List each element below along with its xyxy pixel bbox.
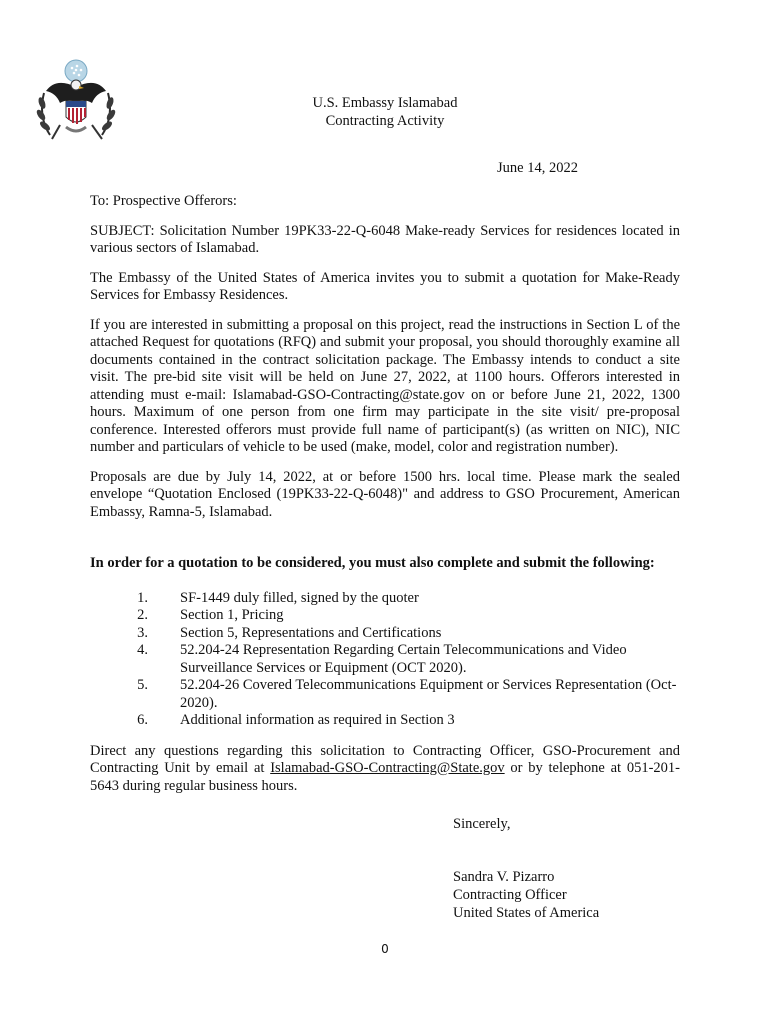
list-number: 5.	[137, 677, 148, 693]
list-number: 6.	[137, 712, 148, 728]
contact-email-link[interactable]: Islamabad-GSO-Contracting@State.gov	[270, 760, 505, 776]
letterhead-office: U.S. Embassy Islamabad	[312, 95, 458, 111]
list-item	[90, 625, 680, 643]
letterhead	[0, 94, 770, 130]
list-number: 3.	[137, 624, 148, 641]
signature-block	[453, 868, 599, 922]
list-text: Additional information as required in Section 3	[180, 712, 455, 728]
signer-title: Contracting Officer	[453, 887, 567, 903]
site-visit-paragraph: If you are interested in submitting a proposal on this project, read the instructions in Section L of the attached Request for quotations (RFQ) and submit your proposal, you should thoroughly examine all documents contained in the contract solicitation package. The Embassy intends to conduct a site visit. The pre-bid site visit will be held on June 27, 2022, at 1100 hours. Offerors interested in attending must e-mail: Islamabad-GSO-Contracting@state.gov on or before June 21, 2022, 1300 hours. Maximum of one person from one firm may participate in the site visit/ pre-proposal conference. Interested offerors must provide full name of participant(s) (as written on NIC), NIC number and particulars of vehicle to be used (make, model, color and registration number).	[90, 316, 680, 455]
contact-paragraph	[90, 743, 680, 796]
contact-text-before: Direct any questions regarding this solicitation to Contracting Officer, GSO-Procurement and Contracting Unit by email at	[90, 742, 680, 776]
list-number: 2.	[137, 607, 148, 623]
due-date-paragraph: Proposals are due by July 14, 2022, at or before 1500 hrs. local time. Please mark the sealed envelope “Quotation Enclosed (19PK33-22-Q-6048)" and address to GSO Procurement, American Embassy, Ramna-5, Islamabad.	[90, 468, 680, 520]
list-item	[90, 642, 680, 677]
page-number: 0	[381, 942, 389, 956]
list-item	[90, 712, 680, 730]
signer-organization: United States of America	[453, 905, 600, 921]
letterhead-unit: Contracting Activity	[325, 113, 445, 129]
letter-body	[90, 193, 680, 795]
list-text: 52.204-26 Covered Telecommunications Equipment or Services Representation (Oct-2020).	[180, 677, 677, 711]
list-number: 1.	[137, 589, 148, 606]
contact-text-after: or by telephone at 051-201-5643 during regular business hours.	[90, 760, 680, 794]
list-text: SF-1449 duly filled, signed by the quoter	[180, 589, 419, 606]
letter-date: June 14, 2022	[497, 160, 578, 176]
list-text: Section 1, Pricing	[180, 607, 284, 623]
signer-name: Sandra V. Pizarro	[453, 869, 555, 885]
requirements-intro: In order for a quotation to be considered, you must also complete and submit the following:	[90, 555, 655, 571]
list-item	[90, 677, 680, 712]
closing: Sincerely,	[453, 816, 511, 832]
list-text: 52.204-24 Representation Regarding Certain Telecommunications and Video Surveillance Services or Equipment (OCT 2020).	[180, 642, 627, 676]
salutation: To: Prospective Offerors:	[90, 193, 237, 209]
list-text: Section 5, Representations and Certifications	[180, 624, 442, 641]
list-item	[90, 590, 680, 608]
invitation-paragraph: The Embassy of the United States of America invites you to submit a quotation for Make-Ready Services for Embassy Residences.	[90, 269, 680, 303]
list-item	[90, 607, 680, 625]
list-number: 4.	[137, 642, 148, 658]
requirements-list	[90, 590, 680, 730]
subject-line: SUBJECT: Solicitation Number 19PK33-22-Q-6048 Make-ready Services for residences located in various sectors of Islamabad.	[90, 222, 680, 256]
